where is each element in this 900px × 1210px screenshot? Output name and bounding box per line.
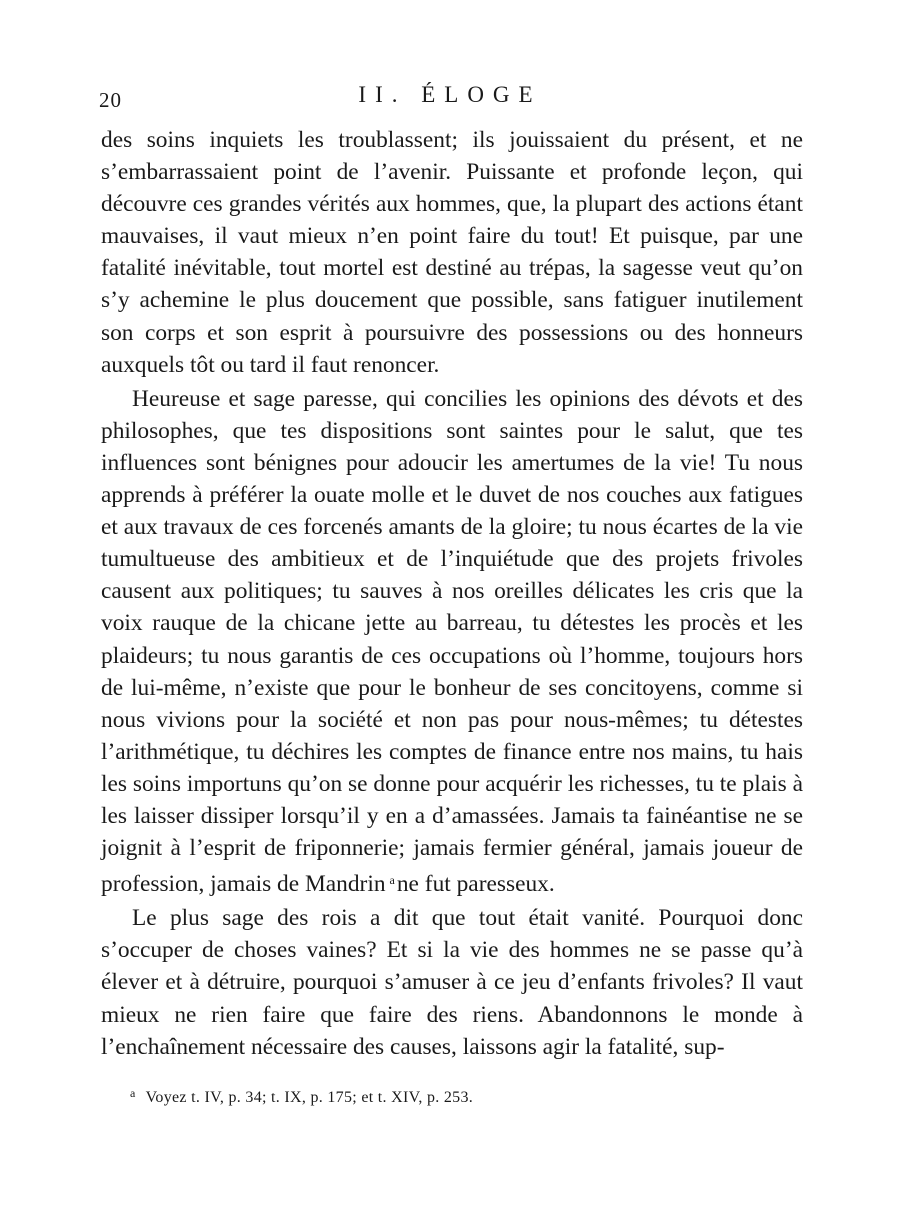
paragraph-1 bbox=[101, 124, 803, 381]
paragraph-1-text: des soins inquiets les troublassent; ils jouissaient du présent, et ne s’embarrassaient point de l’avenir. Puissante et profonde leçon, qui découvre ces grandes vérités aux hommes, que, la plupart des actions étant mauvaises, il vaut mieux n’en point faire du tout! Et puisque, par une fatalité inévitable, tout mortel est destiné au trépas, la sagesse veut qu’on s’y achemine le plus doucement que possible, sans fatiguer inutilement son corps et son esprit à poursuivre des possessions ou des honneurs auxquels tôt ou tard il faut renoncer. bbox=[101, 127, 803, 378]
footnote-reference: a bbox=[389, 873, 395, 888]
footnote bbox=[130, 1086, 473, 1107]
body-text bbox=[101, 124, 803, 1063]
footnote-text: Voyez t. IV, p. 34; t. IX, p. 175; et t. XIV, p. 253. bbox=[145, 1089, 474, 1106]
paragraph-2-text-end: ne fut paresseux. bbox=[396, 871, 555, 898]
running-head: II. ÉLOGE bbox=[358, 82, 542, 107]
paragraph-3-text: Le plus sage des rois a dit que tout était vanité. Pourquoi donc s’occuper de choses vaines? Et si la vie des hommes ne se passe qu’à élever et à détruire, pourquoi s’amuser à ce jeu d’enfants frivoles? Il vaut mieux ne rien faire que faire des riens. Abandonnons le monde à l’enchaînement nécessaire des causes, laissons agir la fatalité, sup- bbox=[101, 905, 803, 1060]
paragraph-3 bbox=[101, 902, 803, 1062]
page-number: 20 bbox=[99, 88, 122, 112]
paragraph-2 bbox=[101, 383, 803, 901]
footnote-mark: a bbox=[130, 1086, 136, 1100]
paragraph-2-text: Heureuse et sage paresse, qui concilies les opinions des dévots et des philosophes, que tes dispositions sont saintes pour le salut, que tes influences sont bénignes pour adoucir les amertumes de la vie! Tu nous apprends à préférer la ouate molle et le duvet de nos couches aux fatigues et aux travaux de ces forcenés amants de la gloire; tu nous écartes de la vie tumultueuse des ambitieux et de l’inquiétude que des projets frivoles causent aux politiques; tu sauves à nos oreilles délicates les cris que la voix rauque de la chicane jette au barreau, tu détestes les procès et les plaideurs; tu nous garantis de ces occupations où l’homme, toujours hors de lui-même, n’existe que pour le bonheur de ses concitoyens, comme si nous vivions pour la société et non pas pour nous-mêmes; tu détestes l’arithmétique, tu déchires les comptes de finance entre nos mains, tu hais les soins importuns qu’on se donne pour acquérir les richesses, tu te plais à les laisser dissiper lorsqu’il y en a d’amassées. Jamais ta fainéantise ne se joignit à l’esprit de friponnerie; jamais fermier général, jamais joueur de profession, jamais de Mandrin bbox=[101, 385, 803, 898]
